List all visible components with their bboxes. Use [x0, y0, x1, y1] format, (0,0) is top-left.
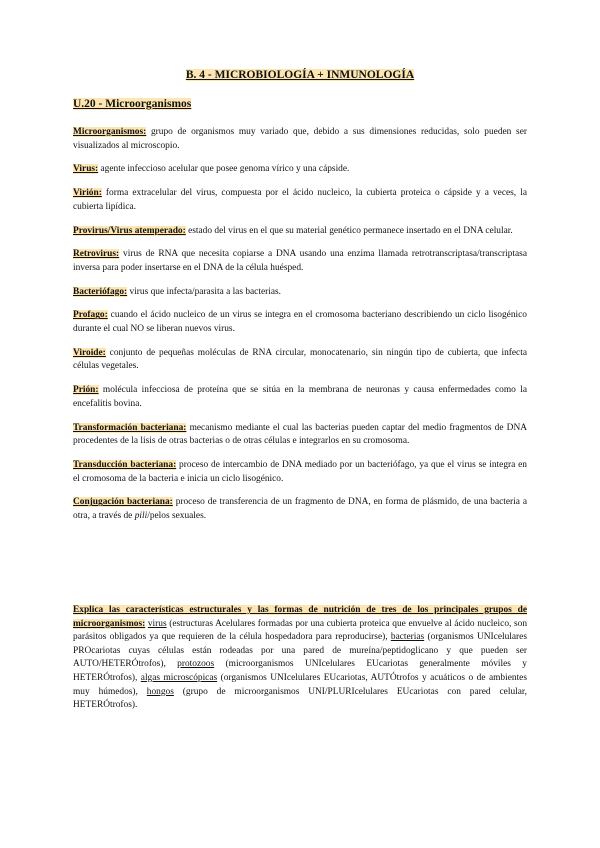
definition-text: cuando el ácido nucleico de un virus se integra en el cromosoma bacteriano describiendo un ciclo lisogénico durante el cual NO se liberan nuevos virus. [73, 310, 527, 335]
definition-item [73, 286, 527, 300]
definition-item [73, 187, 527, 214]
definition-item [73, 459, 527, 486]
definition-text-after: /pelos sexuales. [147, 510, 207, 521]
definition-text: estado del virus en el que su material genético permanece insertado en el DNA celular. [185, 225, 513, 236]
definitions-list [73, 126, 527, 534]
definition-item [73, 384, 527, 411]
definition-term: Bacteriófago: [73, 286, 128, 297]
definition-term: Profago: [73, 310, 108, 321]
unit-title [73, 98, 191, 110]
group-name: algas microscópicas [140, 672, 218, 683]
definition-text: proceso de intercambio de DNA mediado por un bacteriófago, ya que el virus se integra en el cromosoma de la bacteria e inicia un ciclo lisogénico. [73, 459, 527, 484]
definition-item [73, 126, 527, 153]
definition-italic: pili [134, 510, 148, 521]
definition-term: Retrovirus: [73, 249, 120, 260]
definition-text: conjunto de pequeñas moléculas de RNA circular, monocatenario, sin ningún tipo de cubierta, que infecta células vegetales. [73, 347, 527, 372]
definition-term: Microorganismos: [73, 127, 147, 137]
definition-term: Transducción bacteriana: [73, 459, 177, 470]
definition-item [73, 422, 527, 449]
answer-text: (grupo de microorganismos UNI/PLURIcelulares EUcariotas con pared celular, HETERÓtrofos). [73, 686, 527, 711]
definition-term: Conjugación bacteriana: [73, 497, 173, 508]
definition-term: Virus: [73, 164, 99, 175]
group-name: hongos [146, 686, 174, 697]
definition-term: Transformación bacteriana: [73, 422, 187, 433]
unit-title-text: U.20 - Microorganismos [73, 98, 192, 110]
definition-item [73, 309, 527, 336]
answer-text: (organismos UNIcelulares PROcariotas cuyas células están rodeadas por una pared de mureína/peptidoglicano y que pueden ser AUTO/HETERÓtrofos), [73, 632, 527, 670]
definition-item [73, 347, 527, 374]
page-title-text: B. 4 - MICROBIOLOGÍA + INMUNOLOGÍA [185, 69, 415, 81]
definition-text: virus que infecta/parasita a las bacterias. [127, 286, 281, 297]
definition-text: agente infeccioso acelular que posee genoma vírico y una cápside. [98, 164, 350, 175]
group-name: virus [147, 618, 167, 629]
definition-text: molécula infecciosa de proteína que se sitúa en la membrana de neuronas y causa enfermedades como la encefalitis bovina. [73, 385, 527, 409]
definition-text: mecanismo mediante el cual las bacterias pueden captar del medio fragmentos de DNA procedentes de la lisis de otras bacterias o de otras células e integrarlos en su cromosoma. [73, 422, 527, 447]
answer-text: (estructuras Acelulares formadas por una cubierta proteica que envuelve al ácido nucleico, son parásitos obligados ya que requieren de la célula hospedadora para reproducirse), [73, 618, 528, 643]
definition-text: proceso de transferencia de un fragmento de DNA, en forma de plásmido, de una bacteria a otra, a través de [73, 497, 527, 521]
question-title: Explica las características estructurales y las formas de nutrición de tres de los principales grupos de microorganismos: [73, 605, 527, 629]
definition-item [73, 248, 527, 275]
page-title [0, 69, 600, 81]
definition-item [73, 496, 527, 523]
definition-term: Viroide: [73, 347, 106, 358]
definition-item [73, 163, 527, 177]
definition-text: forma extracelular del virus, compuesta por el ácido nucleico, la cubierta proteica o cápside y a veces, la cubierta lipídica. [73, 188, 527, 212]
group-name: protozoos [177, 659, 215, 670]
answer-text: (microorganismos UNIcelulares EUcariotas generalmente móviles y HETERÓtrofos), [73, 659, 527, 683]
definition-item [73, 225, 527, 239]
definition-term: Virión: [73, 188, 102, 199]
definition-term: Prión: [73, 385, 99, 396]
question-block [73, 604, 527, 713]
definition-term: Provirus/Virus atemperado: [73, 225, 186, 236]
answer-text: (organismos UNIcelulares EUcariotas, AUTÓtrofos y acuáticos o de ambientes muy húmedos), [73, 672, 527, 697]
question-answer [73, 619, 527, 711]
definition-text: virus de RNA que necesita copiarse a DNA usando una enzima llamada retrotranscriptasa/transcriptasa inversa para poder insertarse en el DNA de la célula huésped. [73, 249, 527, 273]
group-name: bacterias [390, 632, 425, 643]
definition-text: grupo de organismos muy variado que, debido a sus dimensiones reducidas, solo pueden ser visualizados al microscopio. [73, 127, 527, 151]
